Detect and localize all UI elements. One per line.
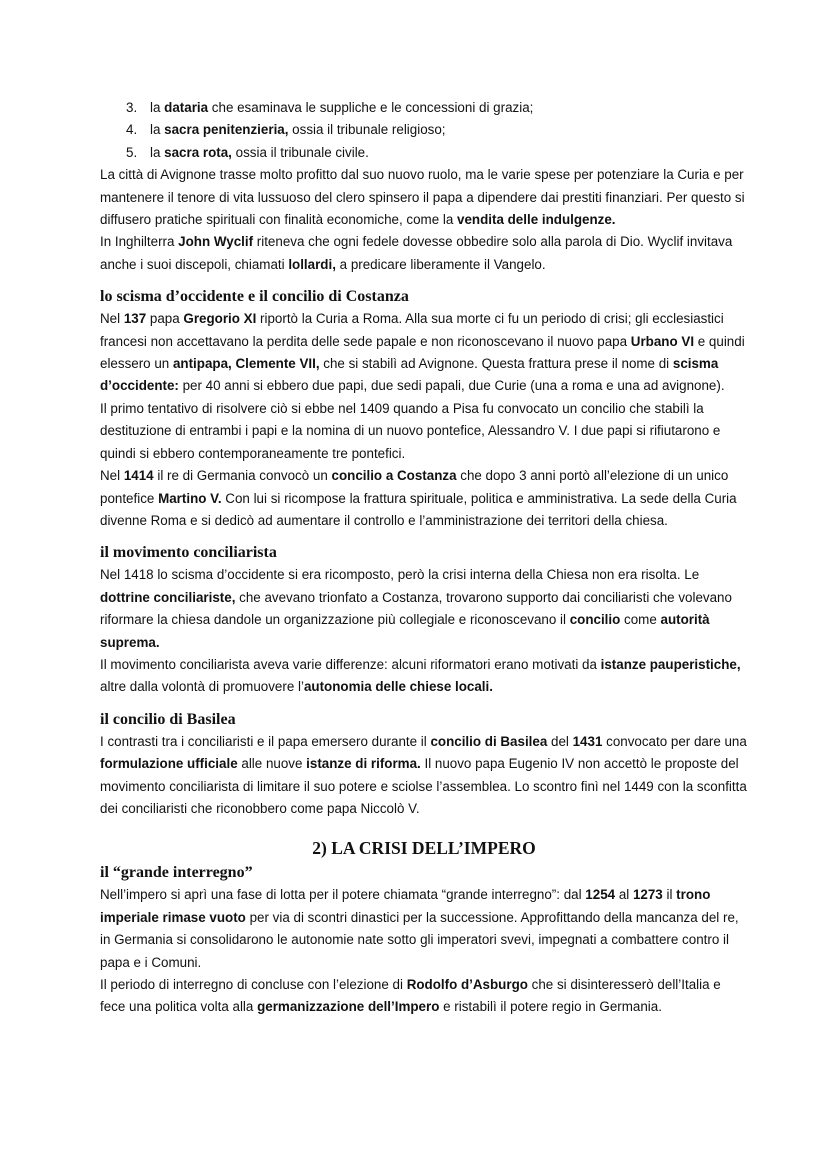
scisma-paragraph-2: Il primo tentativo di risolvere ciò si ebbe nel 1409 quando a Pisa fu convocato un concilio che stabilì la destituzione di entrambi i papi e la nomina di un nuovo pontefice, Alessandro V. I due papi si rifiutarono e quindi si ebbero contemporaneamente tre pontefici.	[100, 400, 721, 461]
conciliarista-paragraph-2: Il movimento conciliarista aveva varie differenze: alcuni riformatori erano motivati da istanze pauperistiche, altre dalla volontà di promuovere l’autonomia delle chiese locali.	[100, 656, 741, 695]
conciliarista-paragraph-1: Nel 1418 lo scisma d’occidente si era ricomposto, però la crisi interna della Chiesa non era risolta. Le dottrine conciliariste, che avevano trionfato a Costanza, trovarono supporto dai conciliaristi che volevano riformare la chiesa dandole un organizzazione più collegiale e riconoscevano il concilio come autorità suprema.	[100, 567, 732, 650]
section-heading-scisma: lo scisma d’occidente e il concilio di Costanza	[100, 288, 409, 306]
section-heading-basilea: il concilio di Basilea	[100, 710, 236, 728]
wyclif-paragraph: In Inghilterra John Wyclif riteneva che ogni fedele dovesse obbedire solo alla parola di Dio. Wyclif invitava anche i suoi discepoli, chiamati lollardi, a predicare liberamente il Vangelo.	[100, 234, 733, 272]
section-heading-conciliarista: il movimento conciliarista	[100, 544, 277, 562]
chapter-title: 2) LA CRISI DELL’IMPERO	[312, 838, 536, 859]
interregno-paragraph-2: Il periodo di interregno di concluse con l’elezione di Rodolfo d’Asburgo che si disinteresserò dell’Italia e fece una politica volta alla germanizzazione dell’Impero e ristabilì il potere regio in Germania.	[100, 977, 721, 1015]
basilea-paragraph: I contrasti tra i conciliaristi e il papa emersero durante il concilio di Basilea del 1431 convocato per dare una formulazione ufficiale alle nuove istanze di riforma. Il nuovo papa Eugenio IV non accettò le proposte del movimento conciliarista di limitare il suo potere e sciolse l’assemblea. Lo scontro finì nel 1449 con la sconfitta dei conciliaristi che riconobbero come papa Niccolò V.	[100, 733, 747, 816]
list-item: 3. la dataria che esaminava le suppliche e le concessioni di grazia;	[126, 100, 534, 115]
section-heading-interregno: il “grande interregno”	[100, 864, 253, 882]
scisma-paragraph-3: Nel 1414 il re di Germania convocò un concilio a Costanza che dopo 3 anni portò all’elezione di un unico pontefice Martino V. Con lui si ricompose la frattura spirituale, politica e amministrativa. La sede della Curia divenne Roma e si dedicò ad aumentare il controllo e l’amministrazione dei territori della chiesa.	[100, 468, 737, 528]
list-item: 5. la sacra rota, ossia il tribunale civile.	[126, 144, 369, 160]
curia-organs-list	[100, 97, 748, 164]
list-item: 4. la sacra penitenzieria, ossia il tribunale religioso;	[126, 122, 446, 138]
avignone-paragraph: La città di Avignone trasse molto profitto dal suo nuovo ruolo, ma le varie spese per potenziare la Curia e per mantenere il tenore di vita lussuoso del clero spinsero il papa a dipendere dai prestiti finanziari. Per questo si diffusero pratiche spirituali con finalità economiche, come la vendita delle indulgenze.	[100, 167, 745, 228]
interregno-paragraph-1: Nell’impero si aprì una fase di lotta per il potere chiamata “grande interregno”: dal 1254 al 1273 il trono imperiale rimase vuoto per via di scontri dinastici per la successione. Approfittando della mancanza del re, in Germania si consolidarono le autonomie nate sotto gli imperatori svevi, impegnati a combattere contro il papa e i Comuni.	[100, 887, 739, 970]
scisma-paragraph-1: Nel 137 papa Gregorio XI riportò la Curia a Roma. Alla sua morte ci fu un periodo di crisi; gli ecclesiastici francesi non accettavano la perdita delle sede papale e non riconoscevano il nuovo papa Urbano VI e quindi elessero un antipapa, Clemente VII, che si stabilì ad Avignone. Questa frattura prese il nome di scisma d’occidente: per 40 anni si ebbero due papi, due sedi papali, due Curie (una a roma e una ad avignone).	[100, 311, 745, 394]
